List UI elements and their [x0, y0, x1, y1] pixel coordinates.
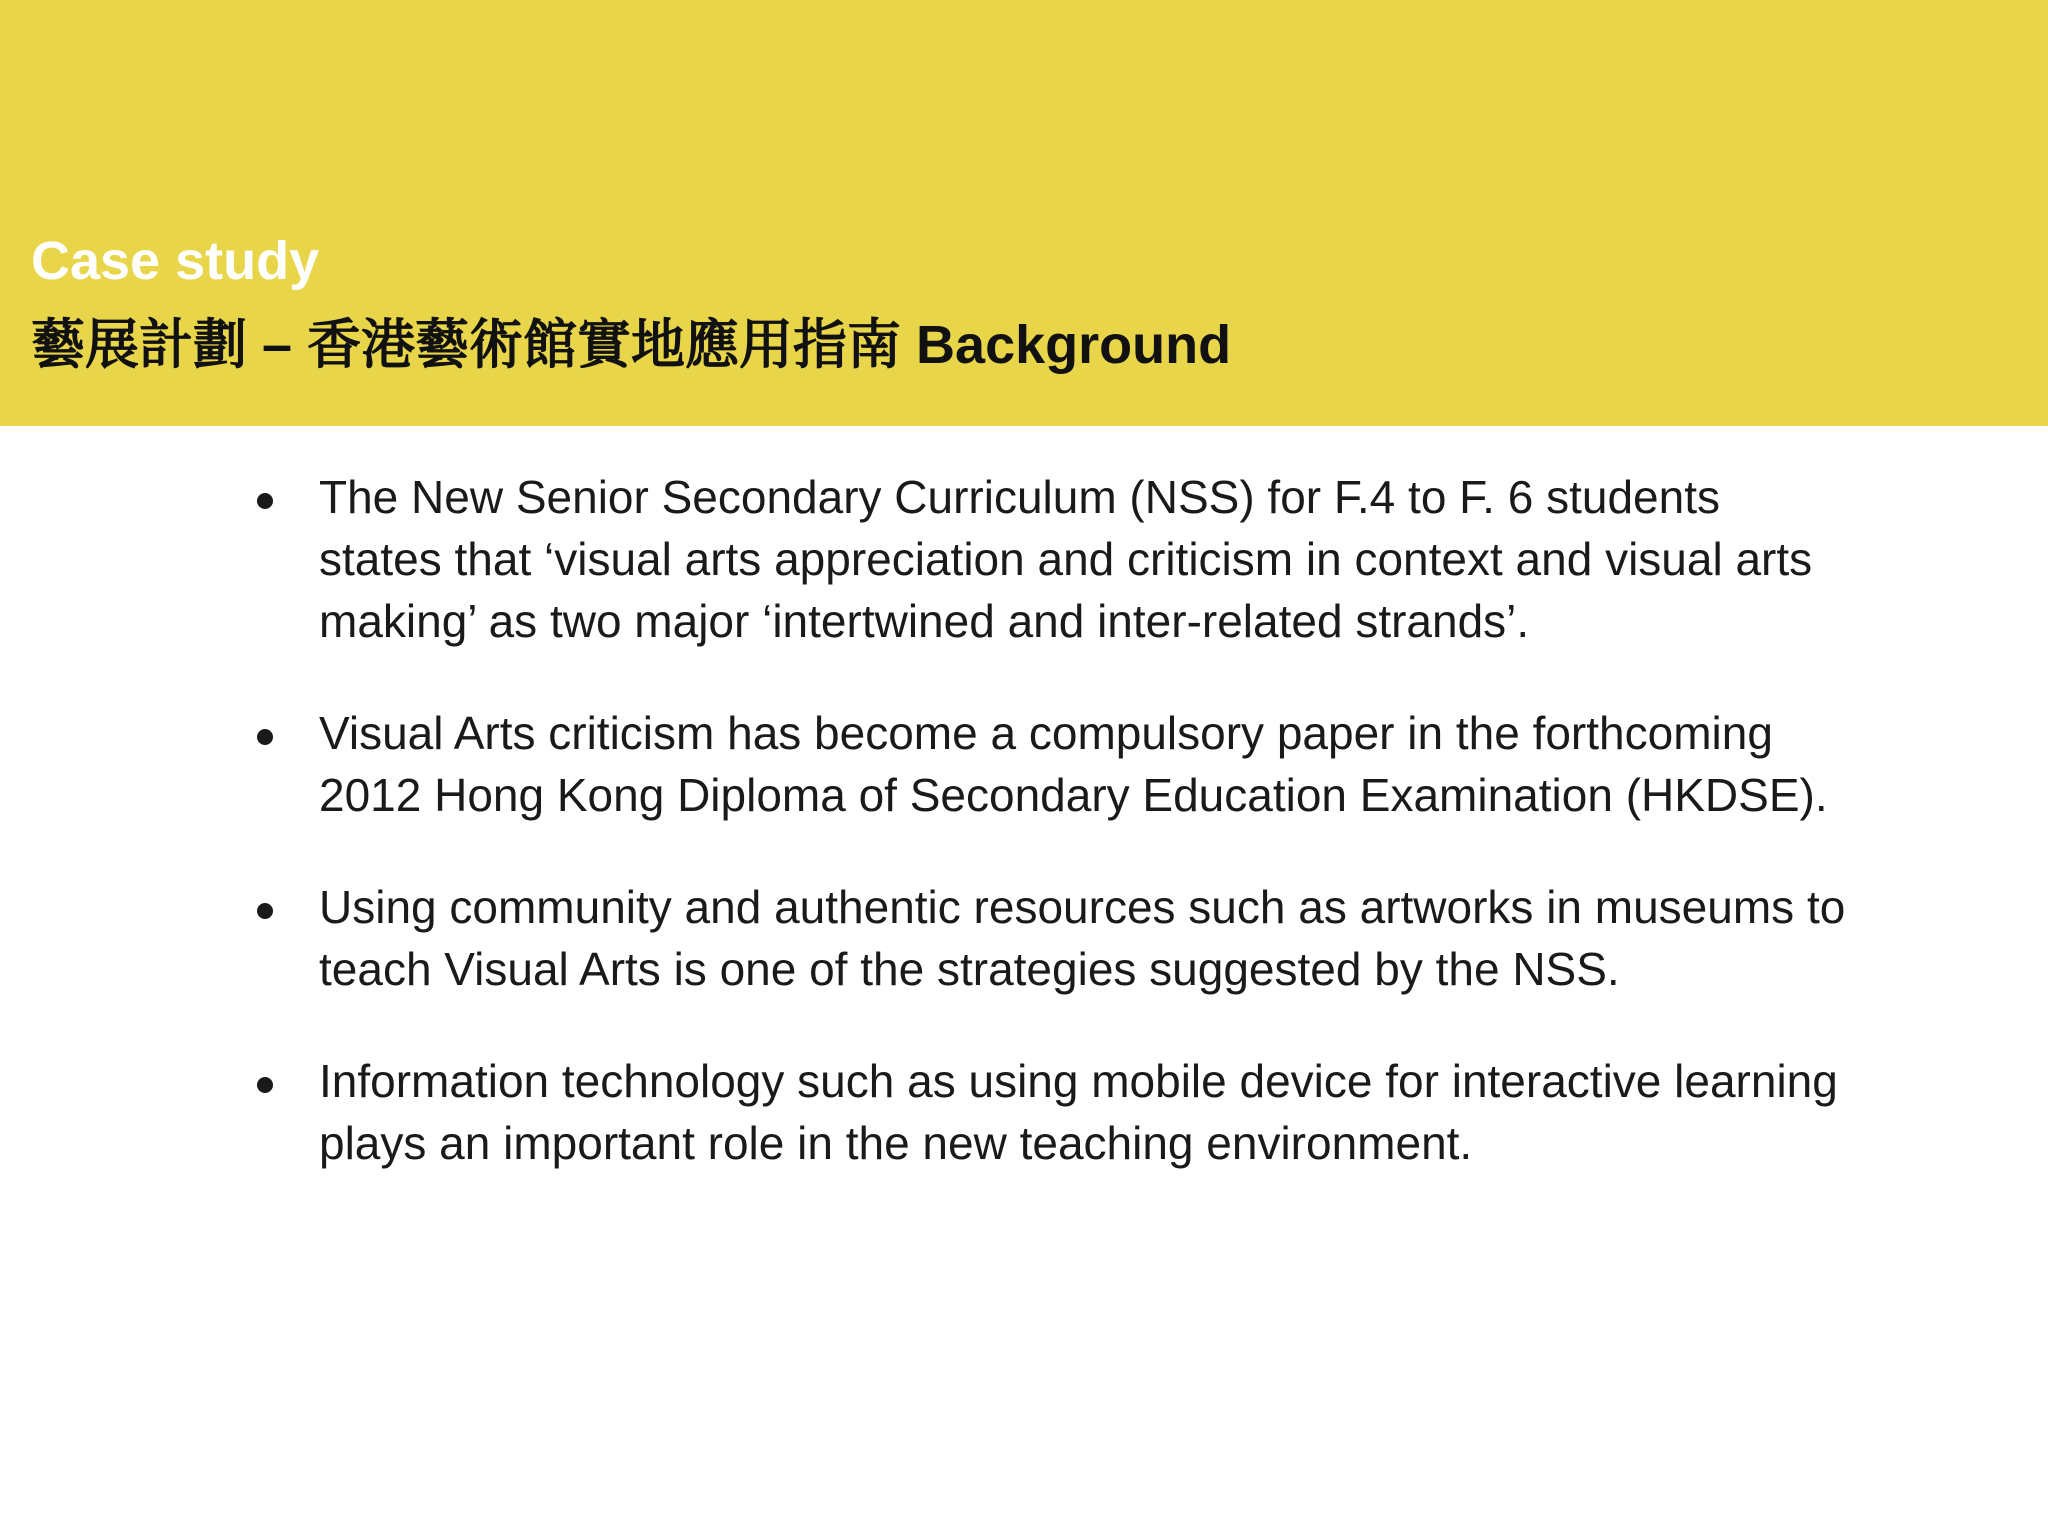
- header-band: [0, 0, 2048, 426]
- bullet-item: [252, 702, 1852, 826]
- bullet-item: [252, 1050, 1852, 1174]
- bullet-icon: [257, 903, 273, 919]
- bullet-text: Visual Arts criticism has become a compulsory paper in the forthcoming 2012 Hong Kong Diploma of Secondary Education Examination (HKDSE).: [319, 707, 1828, 821]
- slide-title: 藝展計劃 – 香港藝術館實地應用指南 Background: [31, 315, 1232, 375]
- bullet-text: Information technology such as using mobile device for interactive learning plays an important role in the new teaching environment.: [319, 1055, 1838, 1169]
- bullet-icon: [257, 1077, 273, 1093]
- bullet-list: [252, 466, 1852, 1224]
- bullet-text: The New Senior Secondary Curriculum (NSS) for F.4 to F. 6 students states that ‘visual arts appreciation and criticism in context and visual arts making’ as two major ‘intertwined and inter-related strands’.: [319, 471, 1813, 647]
- case-study-label: Case study: [31, 231, 320, 291]
- bullet-icon: [257, 729, 273, 745]
- bullet-text: Using community and authentic resources such as artworks in museums to teach Visual Arts is one of the strategies suggested by the NSS.: [319, 881, 1846, 995]
- bullet-icon: [257, 493, 273, 509]
- bullet-item: [252, 876, 1852, 1000]
- bullet-item: [252, 466, 1852, 652]
